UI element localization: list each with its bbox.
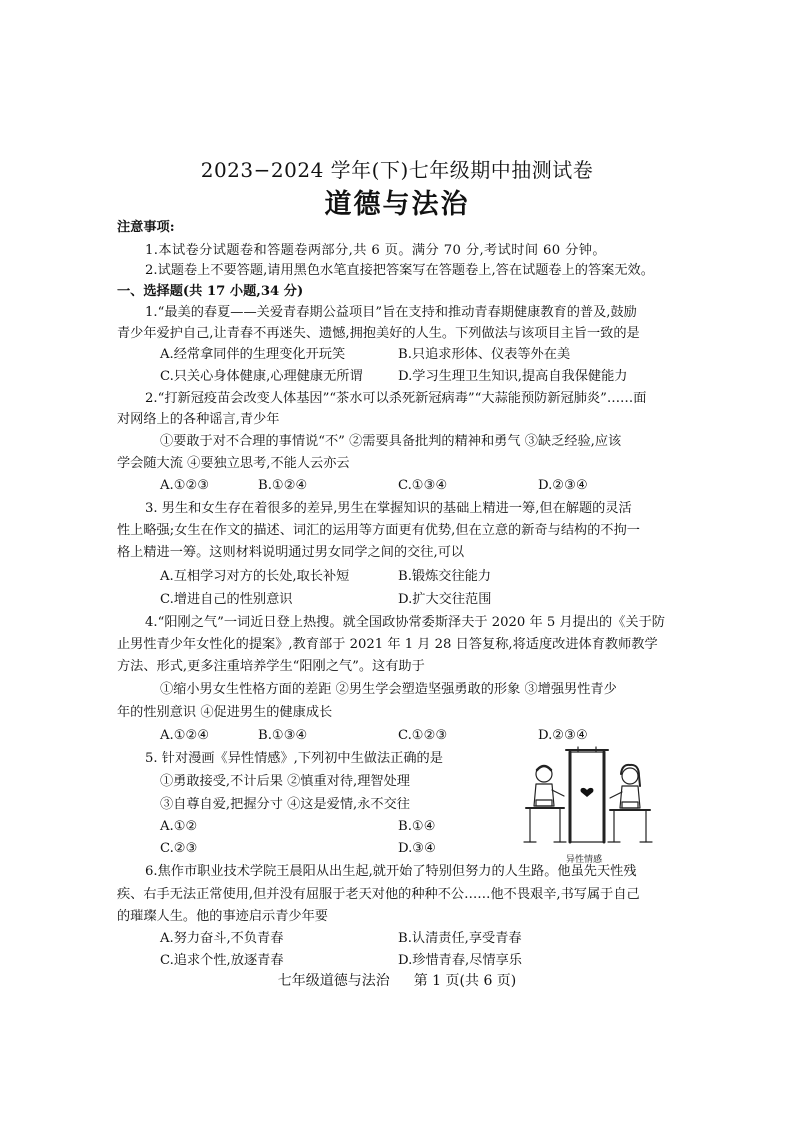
q6-stem-line-1: 6.焦作市职业技术学院王晨阳从出生起,就开始了特别但努力的人生路。他虽先天性残 <box>145 864 637 879</box>
q4-stem-line-3: 方法、形式,更多注重培养学生“阳刚之气”。这有助于 <box>117 659 425 674</box>
q4-option-b: B.①③④ <box>258 728 308 743</box>
q3-option-d: D.扩大交往范围 <box>398 592 492 607</box>
q6-option-b: B.认清责任,享受青春 <box>398 931 522 946</box>
q4-option-a: A.①②④ <box>160 728 210 743</box>
notice-item-2: 2.试题卷上不要答题,请用黑色水笔直接把答案写在答题卷上,答在试题卷上的答案无效。 <box>145 263 654 278</box>
q1-option-b: B.只追求形体、仪表等外在美 <box>398 347 571 362</box>
footer-subject: 七年级道德与法治 <box>277 973 390 989</box>
q5-option-a: A.①② <box>160 819 198 834</box>
q1-stem-line-1: 1.“最美的春夏——关爱青春期公益项目”旨在支持和推动青春期健康教育的普及,鼓励 <box>145 305 637 320</box>
q4-stem-line-4: ①缩小男女生性格方面的差距 ②男生学会塑造坚强勇敢的形象 ③增强男性青少 <box>160 682 617 697</box>
q6-option-a: A.努力奋斗,不负青春 <box>160 931 284 946</box>
section-heading: 一、选择题(共 17 小题,34 分) <box>117 284 304 299</box>
q2-option-b: B.①②④ <box>258 478 308 493</box>
q1-stem-line-2: 青少年爱护自己,让青春不再迷失、遗憾,拥抱美好的人生。下列做法与该项目主旨一致的是 <box>117 326 640 341</box>
q4-option-c: C.①②③ <box>398 728 448 743</box>
q6-stem-line-2: 疾、右手无法正常使用,但并没有屈服于老天对他的种种不公……他不畏艰辛,书写属于自己 <box>117 887 640 902</box>
q5-stem-line-2: ①勇敢接受,不计后果 ②慎重对待,理智处理 <box>160 774 410 789</box>
q4-stem-line-2: 止男性青少年女性化的提案》,教育部于 2021 年 1 月 28 日答复称,将适度改进体育教师教学 <box>117 637 658 652</box>
q6-stem-line-3: 的璀璨人生。他的事迹启示青少年要 <box>117 909 328 924</box>
cartoon-opposite-sex-feelings-image <box>518 746 656 850</box>
q5-stem-line-3: ③自尊自爱,把握分寸 ④这是爱情,永不交往 <box>160 797 410 812</box>
q3-stem-line-2: 性上略强;女生在作文的描述、词汇的运用等方面更有优势,但在立意的新奇与结构的不拘一 <box>117 523 640 538</box>
q4-stem-line-5: 年的性别意识 ④促进男生的健康成长 <box>117 705 333 720</box>
q4-stem-line-1: 4.“阳刚之气”一词近日登上热搜。就全国政协常委斯泽夫于 2020 年 5 月提出的《关于防 <box>145 615 665 630</box>
q1-option-a: A.经常拿同伴的生理变化开玩笑 <box>160 347 346 362</box>
q2-option-a: A.①②③ <box>160 478 210 493</box>
notice-heading: 注意事项: <box>117 220 175 235</box>
footer-page-number: 第 1 页(共 6 页) <box>413 973 517 989</box>
q5-option-c: C.②③ <box>160 841 198 856</box>
q2-stem-line-4: 学会随大流 ④要独立思考,不能人云亦云 <box>117 456 350 471</box>
exam-title: 2023−2024 学年(下)七年级期中抽测试卷 <box>200 158 594 182</box>
subject-title: 道德与法治 <box>324 189 470 220</box>
notice-item-1: 1.本试卷分试题卷和答题卷两部分,共 6 页。满分 70 分,考试时间 60 分钟。 <box>145 243 606 258</box>
q5-option-b: B.①④ <box>398 819 436 834</box>
q2-option-c: C.①③④ <box>398 478 448 493</box>
page-footer <box>0 970 794 990</box>
q2-stem-line-3: ①要敢于对不合理的事情说“不” ②需要具备批判的精神和勇气 ③缺乏经验,应该 <box>160 434 622 449</box>
q2-stem-line-2: 对网络上的各种谣言,青少年 <box>117 412 280 427</box>
q2-option-d: D.②③④ <box>538 478 588 493</box>
q5-stem-line-1: 5. 针对漫画《异性情感》,下列初中生做法正确的是 <box>145 751 443 766</box>
q6-option-d: D.珍惜青春,尽情享乐 <box>398 953 522 968</box>
q3-stem-line-3: 格上精进一筹。这则材料说明通过男女同学之间的交往,可以 <box>117 545 465 560</box>
q6-option-c: C.追求个性,放逐青春 <box>160 953 284 968</box>
q3-option-b: B.锻炼交往能力 <box>398 569 492 584</box>
cartoon-caption: 异性情感 <box>566 855 603 865</box>
q2-stem-line-1: 2.“打新冠疫苗会改变人体基因”“茶水可以杀死新冠病毒”“大蒜能预防新冠肺炎”……面 <box>145 391 647 406</box>
q3-stem-line-1: 3. 男生和女生存在着很多的差异,男生在掌握知识的基础上精进一筹,但在解题的灵活 <box>145 501 632 516</box>
q5-option-d: D.③④ <box>398 841 436 856</box>
q3-option-a: A.互相学习对方的长处,取长补短 <box>160 569 350 584</box>
q1-option-d: D.学习生理卫生知识,提高自我保健能力 <box>398 369 628 384</box>
q1-option-c: C.只关心身体健康,心理健康无所谓 <box>160 369 363 384</box>
q3-option-c: C.增进自己的性别意识 <box>160 592 293 607</box>
q4-option-d: D.②③④ <box>538 728 588 743</box>
